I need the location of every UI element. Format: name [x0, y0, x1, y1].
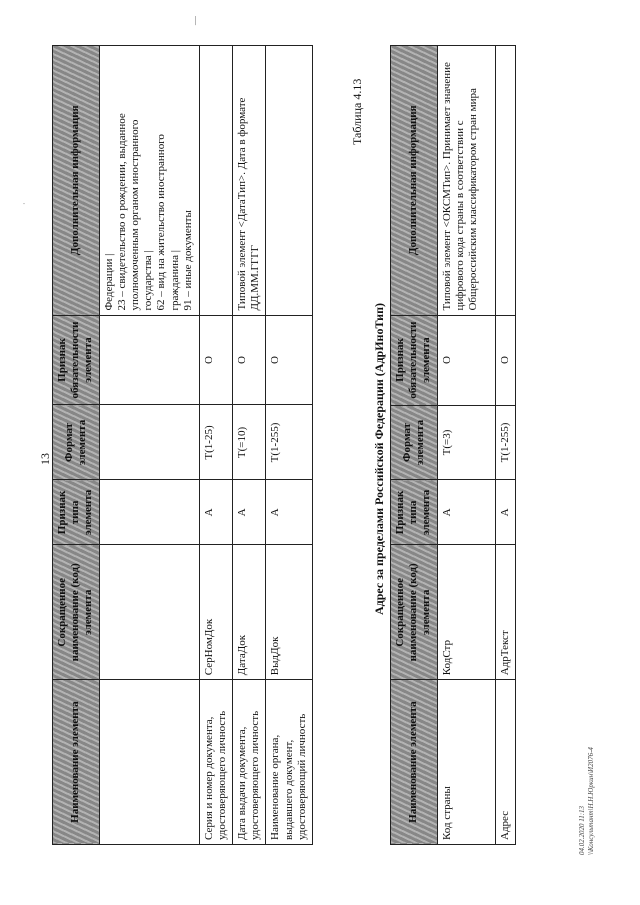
column-header: Формат элемента	[391, 405, 438, 480]
text-line: государства |	[142, 250, 155, 311]
column-header: Формат элемента	[53, 405, 100, 480]
column-header: Признак типа элемента	[53, 480, 100, 545]
table-row	[232, 46, 265, 845]
table-header-row	[391, 46, 438, 845]
column-header: Признак обязательности элемента	[391, 315, 438, 405]
scan-mark: —	[190, 16, 200, 25]
stamp-line: \\Консультант\Н.Н.Юркин\И2076-4	[587, 747, 596, 855]
element-code-cell: АдрТекст	[495, 545, 515, 680]
column-header: Сокращенное наименование (код) элемента	[391, 545, 438, 680]
info-cell: Типовой элемент <ДатаТип>. Дата в формате ДД.ММ.ГГГГ	[232, 46, 265, 316]
column-header: Наименование элемента	[53, 680, 100, 845]
element-name-cell: Адрес	[495, 680, 515, 845]
text-line: 62 – вид на жительство иностранного	[155, 134, 168, 311]
element-required-cell: О	[437, 315, 495, 405]
text-line: 91 – иные документы	[181, 210, 194, 311]
element-type-cell: А	[495, 480, 515, 545]
table-foreign-address	[390, 45, 516, 845]
element-type-cell: А	[199, 480, 232, 545]
element-format-cell: T(=10)	[232, 405, 265, 480]
footer-stamp	[578, 747, 596, 855]
table-caption: Адрес за пределами Российской Федерации (АдрИноТип)	[372, 303, 386, 615]
info-cell	[99, 46, 199, 316]
text-line: Федерации |	[102, 253, 115, 311]
element-required-cell: О	[266, 315, 313, 405]
element-required-cell: О	[199, 315, 232, 405]
table-row	[99, 46, 199, 845]
element-format-cell: T(1-255)	[495, 405, 515, 480]
element-code-cell: ДатаДок	[232, 545, 265, 680]
element-required-cell: О	[232, 315, 265, 405]
page-number: 13	[38, 453, 52, 465]
column-header: Дополнительная информация	[53, 46, 100, 316]
column-header: Признак типа элемента	[391, 480, 438, 545]
table-row	[495, 46, 515, 845]
element-name-cell: Наименование органа, выдавшего документ, удостоверяющий личность	[266, 680, 313, 845]
table-header-row	[53, 46, 100, 845]
element-format-cell: T(=3)	[437, 405, 495, 480]
column-header: Дополнительная информация	[391, 46, 438, 316]
table-row	[437, 46, 495, 845]
element-name-cell: Серия и номер документа, удостоверяющего личность	[199, 680, 232, 845]
table-number: Таблица 4.13	[350, 78, 364, 145]
table-row	[199, 46, 232, 845]
table-row	[266, 46, 313, 845]
scan-mark: ·	[20, 202, 29, 205]
text-line: уполномоченным органом иностранного	[128, 119, 141, 311]
table-elements	[52, 45, 313, 845]
element-type-cell: А	[437, 480, 495, 545]
column-header: Наименование элемента	[391, 680, 438, 845]
element-format-cell: T(1-255)	[266, 405, 313, 480]
column-header: Сокращенное наименование (код) элемента	[53, 545, 100, 680]
text-line: гражданина |	[168, 250, 181, 311]
element-format-cell: T(1-25)	[199, 405, 232, 480]
info-cell: Типовой элемент <ОКСМТип>. Принимает значение цифрового кода страны в соответствии с Общероссийским классификатором стран мира	[437, 46, 495, 316]
element-type-cell: А	[266, 480, 313, 545]
info-cell	[495, 46, 515, 316]
element-code-cell: ВыдДок	[266, 545, 313, 680]
column-header: Признак обязательности элемента	[53, 315, 100, 405]
info-cell	[266, 46, 313, 316]
text-line: 23 – свидетельство о рождении, выданное	[115, 113, 128, 311]
element-code-cell: КодСтр	[437, 545, 495, 680]
stamp-line: 04.02.2020 11:13	[578, 805, 586, 855]
element-name-cell: Дата выдачи документа, удостоверяющего личность	[232, 680, 265, 845]
element-required-cell: О	[495, 315, 515, 405]
element-type-cell: А	[232, 480, 265, 545]
element-code-cell: СерНомДок	[199, 545, 232, 680]
element-name-cell: Код страны	[437, 680, 495, 845]
info-cell	[199, 46, 232, 316]
